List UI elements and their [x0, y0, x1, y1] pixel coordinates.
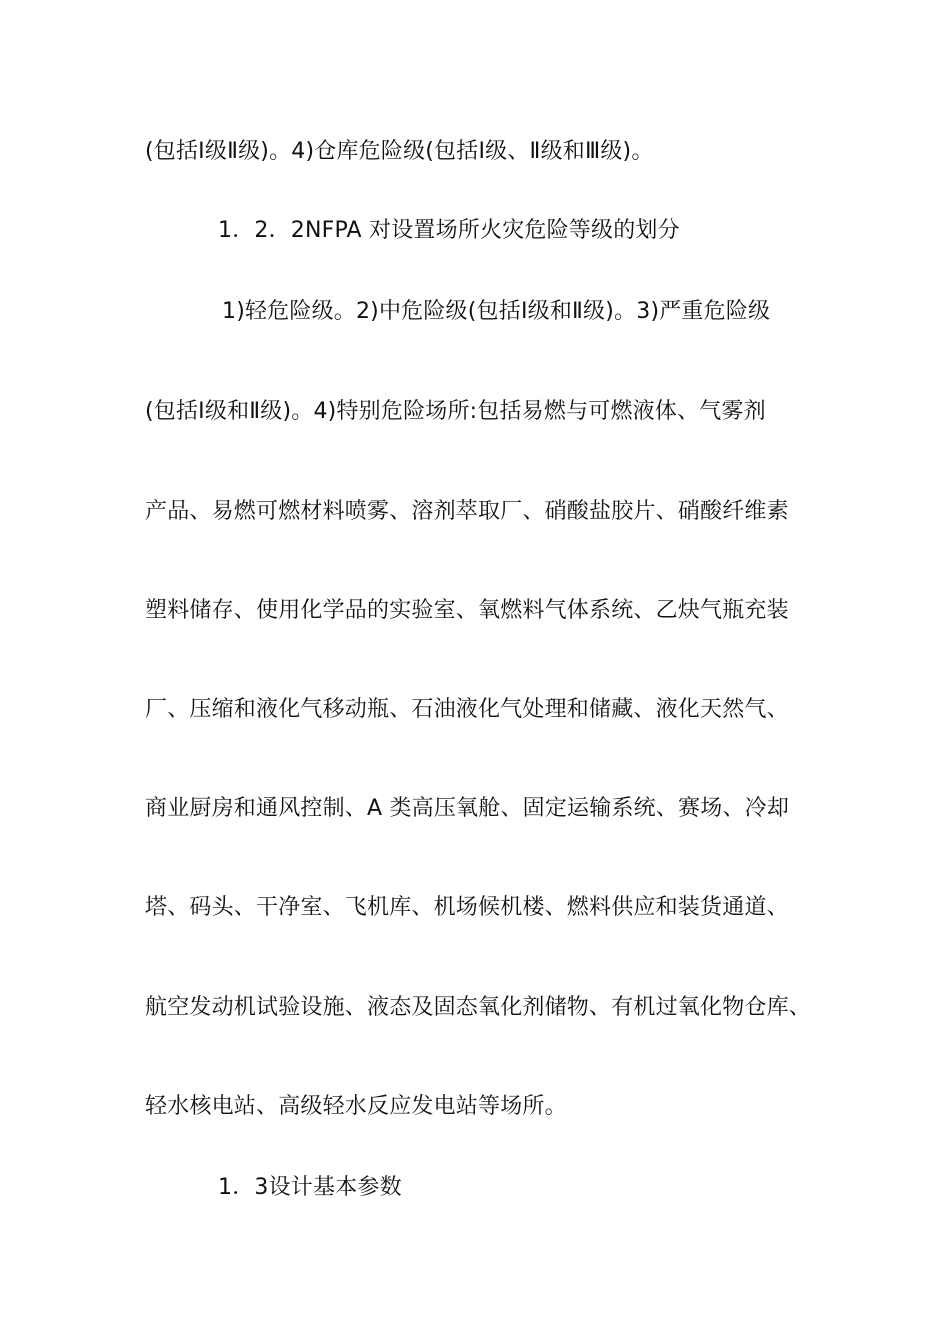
- paragraph-line: 产品、易燃可燃材料喷雾、溶剂萃取厂、硝酸盐胶片、硝酸纤维素: [145, 499, 789, 524]
- paragraph-line: 轻水核电站、高级轻水反应发电站等场所。: [145, 1094, 567, 1119]
- paragraph-line: 商业厨房和通风控制、A 类高压氧舱、固定运输系统、赛场、冷却: [145, 796, 790, 821]
- paragraph-line: 1)轻危险级。2)中危险级(包括Ⅰ级和Ⅱ级)。3)严重危险级: [222, 299, 771, 324]
- paragraph-line: 航空发动机试验设施、液态及固态氧化剂储物、有机过氧化物仓库、: [145, 995, 812, 1020]
- paragraph-line: (包括Ⅰ级Ⅱ级)。4)仓库危险级(包括Ⅰ级、Ⅱ级和Ⅲ级)。: [145, 139, 654, 164]
- paragraph-line: 厂、压缩和液化气移动瓶、石油液化气处理和储藏、液化天然气、: [145, 697, 789, 722]
- section-heading: 1．2．2NFPA 对设置场所火灾危险等级的划分: [218, 218, 680, 243]
- paragraph-line: 塑料储存、使用化学品的实验室、氧燃料气体系统、乙炔气瓶充装: [145, 598, 789, 623]
- section-heading: 1．3设计基本参数: [218, 1175, 402, 1200]
- paragraph-line: 塔、码头、干净室、飞机库、机场候机楼、燃料供应和装货通道、: [145, 895, 789, 920]
- paragraph-line: (包括Ⅰ级和Ⅱ级)。4)特别危险场所:包括易燃与可燃液体、气雾剂: [145, 399, 766, 424]
